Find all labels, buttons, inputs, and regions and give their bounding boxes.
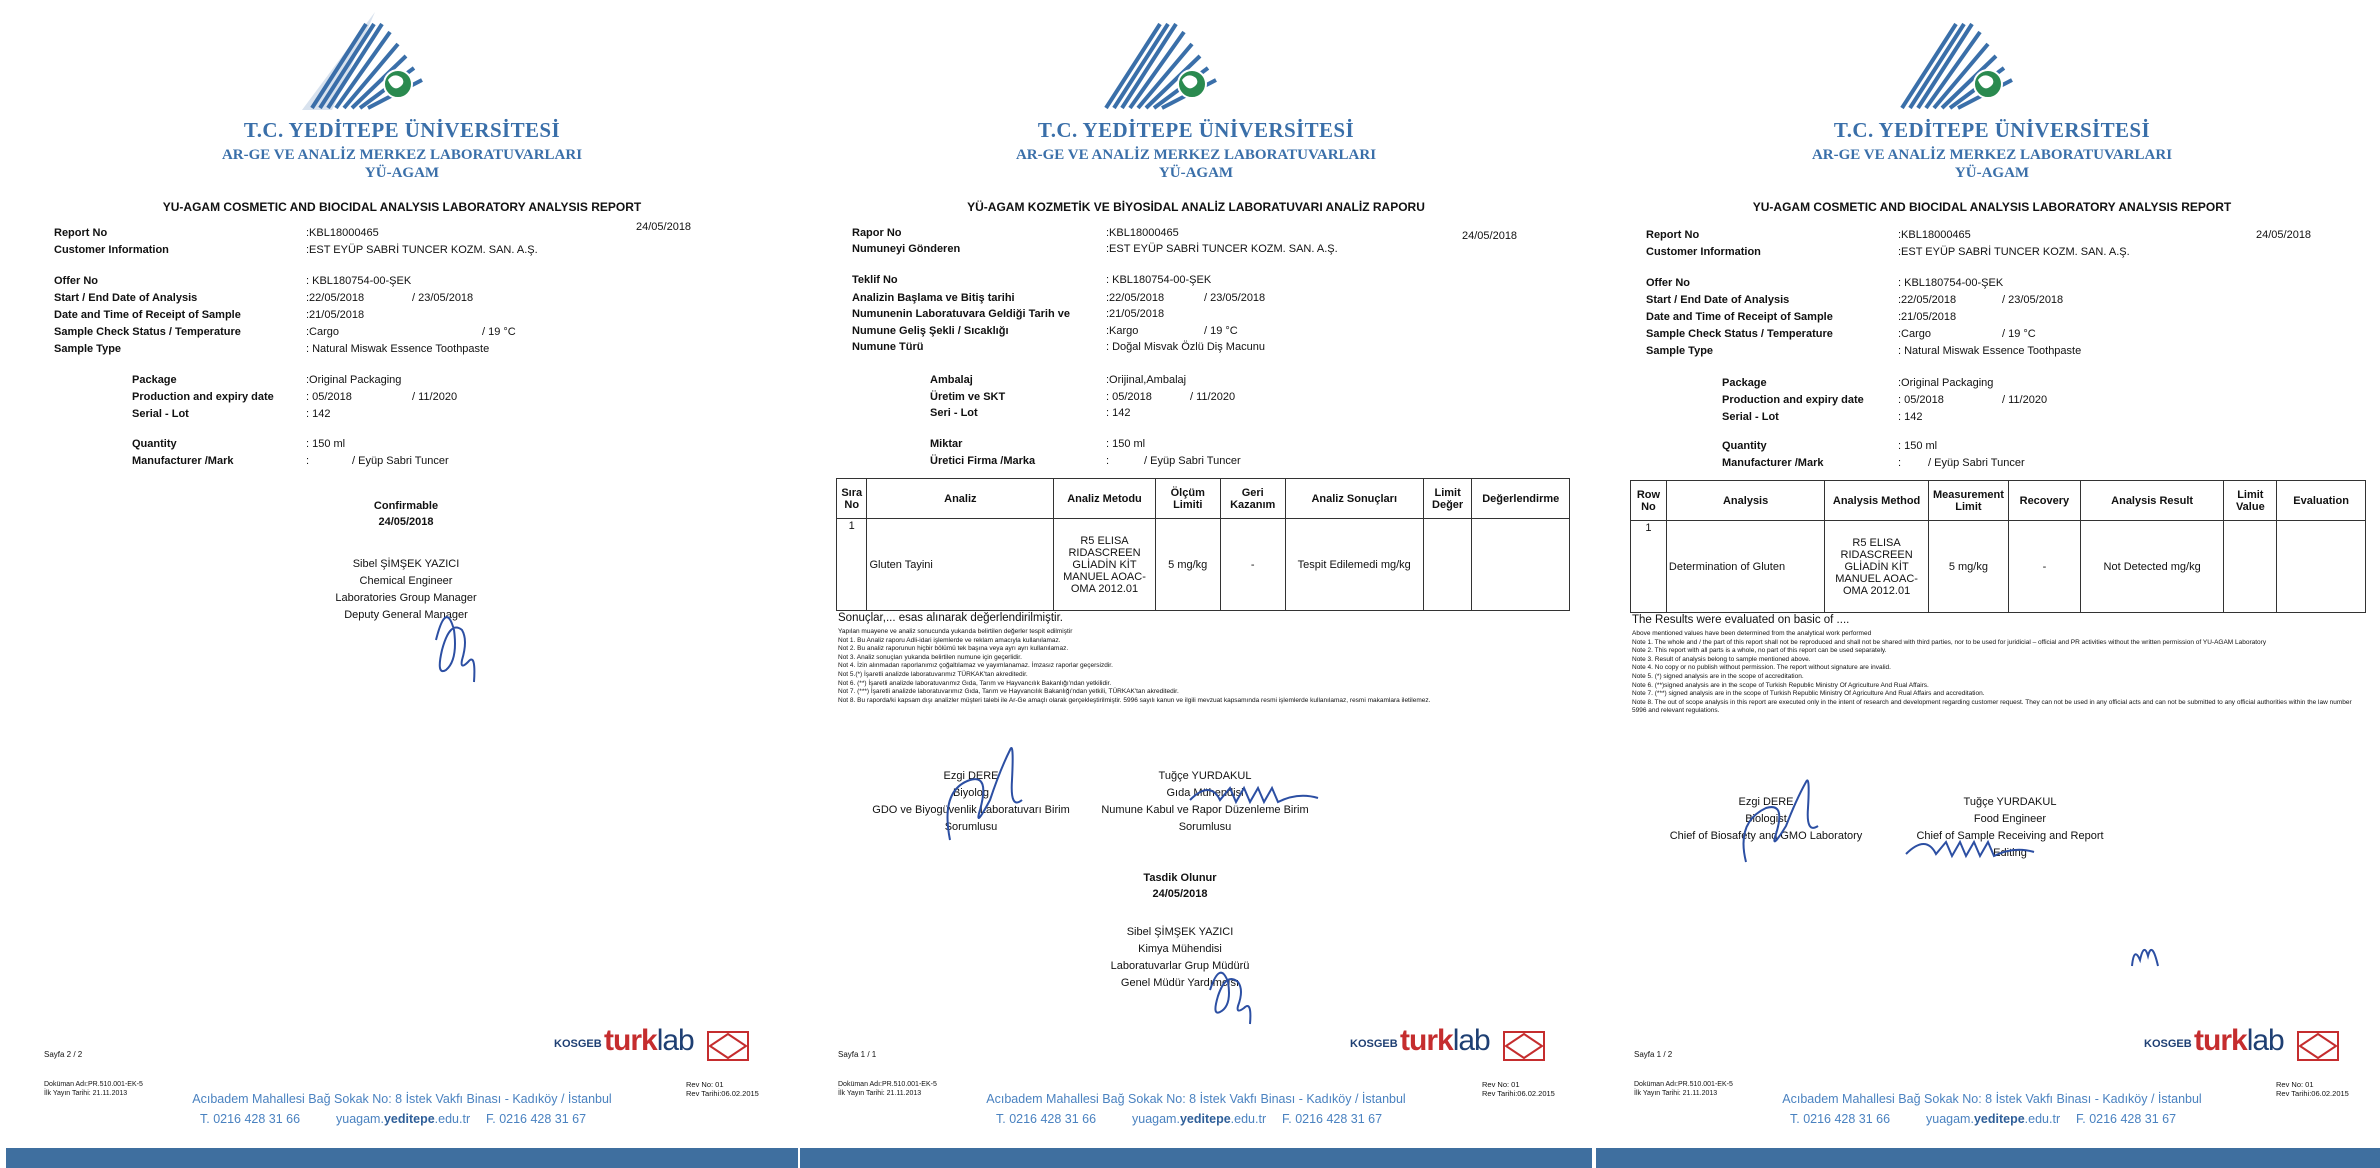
table-header-row (837, 479, 1570, 519)
page-number: Sayfa 1 / 1 (838, 1050, 877, 1059)
receipt-value: :21/05/2018 (1898, 311, 1957, 323)
note-line: Note 6. (**)signed analysis are in the scope of Turkish Republic Ministry Of Agriculture And Rual Affairs. (1632, 681, 1929, 689)
note-line: Not 1. Bu Analiz raporu Adli-idari işlemlerde ve reklam amacıyla kullanılamaz. (838, 636, 1061, 644)
signer-left-role: GDO ve Biyogüvenlik Laboratuvarı Birim (872, 804, 1070, 816)
table-header: Analysis Result (2080, 481, 2224, 521)
customer-value: :EST EYÜP SABRİ TUNCER KOZM. SAN. A.Ş. (1898, 246, 2130, 258)
report-no: :KBL18000465 (1106, 227, 1179, 239)
table-cell: 1 (837, 519, 867, 611)
footer-stripe (800, 1148, 1592, 1168)
doc-name: Doküman Adı:PR.510.001-EK-5 (1634, 1081, 1733, 1088)
signer-left-title: Biyolog (952, 787, 990, 799)
website-a: yuagam. (336, 1112, 384, 1126)
report-date: 24/05/2018 (636, 221, 692, 233)
center-name: AR-GE VE ANALİZ MERKEZ LABORATUVARLARI (1811, 147, 2173, 163)
report-no-label: Report No (1646, 229, 1700, 241)
signature-ezgi (920, 740, 1030, 860)
address: Acıbadem Mahallesi Bağ Sokak No: 8 İstek Vakfı Binası - Kadıköy / İstanbul (192, 1092, 612, 1106)
expiry-date: / 11/2020 (1190, 391, 1236, 403)
report-page-english-summary (6, 0, 798, 1168)
fax: F. 0216 428 31 67 (486, 1112, 587, 1126)
receipt-label: Numunenin Laboratuvara Geldiği Tarih ve (852, 308, 1071, 320)
notes-block (838, 628, 1430, 705)
website-b: yeditepe (383, 1112, 435, 1126)
confirmable-text: Confirmable (373, 500, 439, 512)
center-short: YÜ-AGAM (1158, 165, 1234, 181)
receipt-label: Date and Time of Receipt of Sample (1646, 311, 1833, 323)
serial-label: Seri - Lot (930, 407, 978, 419)
kosgeb-logo: KOSGEB (554, 1038, 602, 1050)
yeditepe-logo (1892, 12, 2038, 110)
note-line: Note 3. Result of analysis belong to sample mentioned above. (1632, 655, 1811, 663)
signer-right-role-2: Editing (1993, 847, 2027, 859)
website-c: .edu.tr (1230, 1112, 1267, 1126)
signer-title: Kimya Mühendisi (1138, 943, 1222, 955)
check-label: Numune Geliş Şekli / Sıcaklığı (852, 325, 1009, 337)
footer-stripe (6, 1148, 798, 1168)
check-label: Sample Check Status / Temperature (54, 326, 241, 338)
note-line: Note 8. The out of scope analysis in this report are executed only in the intent of research and development regarding customer request. They can not be used in any official acts and can not be submitted to any official authorities within the law number 5996 and relevant regulations. (1632, 698, 2352, 715)
report-no-label: Report No (54, 227, 108, 239)
rev-no: Rev No: 01 (2276, 1080, 2314, 1089)
sample-type-label: Numune Türü (852, 341, 924, 353)
signer-left-name: Ezgi DERE (943, 770, 999, 782)
note-line: Yapılan muayene ve analiz sonucunda yukarıda belirtilen değerler tespit edilmiştir (838, 628, 1073, 635)
customer-value: :EST EYÜP SABRİ TUNCER KOZM. SAN. A.Ş. (306, 244, 538, 256)
table-header: Recovery (2009, 481, 2081, 521)
table-header: Analiz Sonuçları (1285, 479, 1423, 519)
receipt-label: Date and Time of Receipt of Sample (54, 309, 241, 321)
signer-right-role-2: Sorumlusu (1178, 821, 1232, 833)
university-header (800, 118, 1592, 182)
table-cell: 1 (1631, 521, 1667, 613)
yeditepe-logo (1096, 12, 1242, 110)
note-line: Not 3. Analiz sonuçları yukarıda belirtilen numune için geçerlidir. (838, 653, 1022, 661)
receipt-value: :21/05/2018 (1106, 308, 1165, 320)
production-date: : 05/2018 (1106, 391, 1152, 403)
report-no: :KBL18000465 (306, 227, 379, 239)
signer-position: Deputy General Manager (344, 609, 468, 621)
website-b: yeditepe (1179, 1112, 1231, 1126)
note-line: Note 2. This report with all parts is a whole, no part of this report can be used separately. (1632, 647, 1887, 655)
temperature-value: / 19 °C (1204, 325, 1238, 337)
signer-left-role-2: Sorumlusu (944, 821, 998, 833)
offer-label: Offer No (1646, 277, 1690, 289)
table-header: Analiz Metodu (1054, 479, 1156, 519)
approval-text: Tasdik Olunur (1143, 872, 1217, 884)
turklab-logo (2194, 1024, 2284, 1058)
turklab-logo-b: lab (656, 1024, 694, 1057)
table-header: Row No (1631, 481, 1667, 521)
signer-left-name: Ezgi DERE (1738, 796, 1794, 808)
signature-tugce (1180, 770, 1320, 820)
package-value: :Orijinal,Ambalaj (1106, 374, 1187, 386)
approval-block (1080, 870, 1280, 902)
table-cell: Gluten Tayini (867, 519, 1054, 611)
note-line: Not 7. (***) İşaretli analizde laboratuvarımız Gıda, Tarım ve Hayvancılık Bakanlığı'ndan yetkili, TÜRKAK'tan akreditedir. (838, 688, 1179, 696)
start-date: :22/05/2018 (306, 292, 365, 304)
table-cell (1423, 519, 1472, 611)
sample-type-value: : Doğal Misvak Özlü Diş Macunu (1106, 341, 1265, 353)
production-label: Production and expiry date (132, 391, 274, 403)
package-label: Package (1722, 377, 1767, 389)
signature-initial (2126, 936, 2166, 972)
table-cell: - (1220, 519, 1285, 611)
table-cell (2277, 521, 2366, 613)
university-name: T.C. YEDİTEPE ÜNİVERSİTESİ (1037, 118, 1355, 142)
address: Acıbadem Mahallesi Bağ Sokak No: 8 İstek Vakfı Binası - Kadıköy / İstanbul (986, 1092, 1406, 1106)
rev-no: Rev No: 01 (1482, 1080, 1520, 1089)
table-row (837, 519, 1570, 611)
package-value: :Original Packaging (306, 374, 402, 386)
address: Acıbadem Mahallesi Bağ Sokak No: 8 İstek Vakfı Binası - Kadıköy / İstanbul (1782, 1092, 2202, 1106)
evaluated-text: The Results were evaluated on basic of .... (1632, 614, 1850, 626)
start-end-label: Start / End Date of Analysis (54, 292, 198, 304)
temperature-value: / 19 °C (482, 326, 516, 338)
signer-name: Sibel ŞİMŞEK YAZICI (352, 558, 460, 570)
table-header: Limit Değer (1423, 479, 1472, 519)
signer-right-name: Tuğçe YURDAKUL (1963, 796, 2057, 808)
table-header: Evaluation (2277, 481, 2366, 521)
end-date: / 23/05/2018 (2002, 294, 2064, 306)
serial-label: Serial - Lot (132, 408, 189, 420)
manufacturer-label: Manufacturer /Mark (1722, 457, 1824, 469)
turklab-logo-a: turk (1400, 1024, 1453, 1057)
website-b: yeditepe (1973, 1112, 2025, 1126)
expiry-date: / 11/2020 (2002, 394, 2048, 406)
fax: F. 0216 428 31 67 (2076, 1112, 2177, 1126)
tse-logo (2296, 1030, 2340, 1062)
start-end-label: Start / End Date of Analysis (1646, 294, 1790, 306)
manufacturer-separator: : (306, 455, 310, 467)
results-table (836, 478, 1570, 611)
turklab-logo-b: lab (1452, 1024, 1490, 1057)
approval-date: 24/05/2018 (1152, 888, 1208, 900)
phone: T. 0216 428 31 66 (996, 1112, 1097, 1126)
page-number: Sayfa 2 / 2 (44, 1050, 83, 1059)
table-header: Değerlendirme (1472, 479, 1570, 519)
signer-name: Sibel ŞİMŞEK YAZICI (1126, 926, 1234, 938)
signer-right-name: Tuğçe YURDAKUL (1158, 770, 1252, 782)
offer-value: : KBL180754-00-ŞEK (1106, 274, 1212, 286)
report-title: YÜ-AGAM KOZMETİK VE BİYOSİDAL ANALİZ LABORATUVARI ANALİZ RAPORU (967, 200, 1425, 214)
center-short: YÜ-AGAM (364, 165, 440, 181)
table-header: Analysis (1666, 481, 1824, 521)
sample-type-value: : Natural Miswak Essence Toothpaste (1898, 345, 2082, 357)
check-label: Sample Check Status / Temperature (1646, 328, 1833, 340)
table-cell: 5 mg/kg (1155, 519, 1220, 611)
package-label: Package (132, 374, 177, 386)
table-header: Ölçüm Limiti (1155, 479, 1220, 519)
turklab-logo-b: lab (2246, 1024, 2284, 1057)
first-publish-date: İlk Yayın Tarihi: 21.11.2013 (838, 1090, 922, 1097)
quantity-label: Quantity (1722, 440, 1767, 452)
report-title: YU-AGAM COSMETIC AND BIOCIDAL ANALYSIS LABORATORY ANALYSIS REPORT (1752, 200, 2232, 214)
offer-label: Teklif No (852, 274, 898, 286)
website (1132, 1112, 1266, 1126)
manufacturer-value: / Eyüp Sabri Tuncer (1144, 455, 1241, 467)
note-line: Not 8. Bu raporda/ki kapsam dışı analizler müşteri talebi ile Ar-Ge amaçlı olarak gerçekleştirilmiştir. 5996 sayılı kanun ve ilgili mevzuat kapsamında resmi işlemlerde kullanılamaz, resmi makamlara iletilemez. (838, 696, 1431, 704)
production-label: Production and expiry date (1722, 394, 1864, 406)
offer-value: : KBL180754-00-ŞEK (306, 275, 412, 287)
website-a: yuagam. (1926, 1112, 1974, 1126)
university-name: T.C. YEDİTEPE ÜNİVERSİTESİ (243, 118, 561, 142)
customer-label: Customer Information (1646, 246, 1761, 258)
table-header: Limit Value (2224, 481, 2277, 521)
confirmation-block (306, 498, 506, 530)
manufacturer-value: / Eyüp Sabri Tuncer (352, 455, 449, 467)
package-value: :Original Packaging (1898, 377, 1994, 389)
serial-value: : 142 (306, 408, 331, 420)
turklab-logo (1400, 1024, 1490, 1058)
table-cell: Not Detected mg/kg (2080, 521, 2224, 613)
end-date: / 23/05/2018 (1204, 292, 1266, 304)
table-cell (1472, 519, 1570, 611)
doc-name: Doküman Adı:PR.510.001-EK-5 (838, 1081, 937, 1088)
note-line: Not 2. Bu analiz raporunun hiçbir bölümü tek başına veya ayrı ayrı kullanılamaz. (838, 645, 1069, 653)
check-value: :Cargo (1898, 328, 1932, 340)
start-end-label: Analizin Başlama ve Bitiş tarihi (852, 292, 1015, 304)
signer-right-role: Numune Kabul ve Rapor Düzenleme Birim (1101, 804, 1309, 816)
report-page-turkish (800, 0, 1592, 1168)
signer-title: Chemical Engineer (359, 575, 453, 587)
quantity-value: : 150 ml (306, 438, 346, 450)
customer-value: :EST EYÜP SABRİ TUNCER KOZM. SAN. A.Ş. (1106, 243, 1338, 255)
table-cell: R5 ELISA RIDASCREEN GLİADİN KİT MANUEL AOAC-OMA 2012.01 (1825, 521, 1929, 613)
quantity-label: Miktar (930, 438, 963, 450)
expiry-date: / 11/2020 (412, 391, 458, 403)
start-date: :22/05/2018 (1898, 294, 1957, 306)
serial-value: : 142 (1106, 407, 1131, 419)
production-date: : 05/2018 (1898, 394, 1944, 406)
signer-role: Laboratuvarlar Grup Müdürü (1110, 960, 1250, 972)
table-header-row (1631, 481, 2366, 521)
manufacturer-label: Üretici Firma /Marka (930, 455, 1036, 467)
temperature-value: / 19 °C (2002, 328, 2036, 340)
table-cell: 5 mg/kg (1928, 521, 2008, 613)
note-line: Note 1. The whole and / the part of this report shall not be reproduced and shall not be shared with third parties, nor to be used for juridicial – official and PR activities without the written permission of YU-AGAM Laboratory (1632, 638, 2267, 646)
signature-sibel (1200, 950, 1270, 1030)
manufacturer-label: Manufacturer /Mark (132, 455, 234, 467)
phone: T. 0216 428 31 66 (1790, 1112, 1891, 1126)
signature-ezgi (1726, 766, 1836, 876)
offer-value: : KBL180754-00-ŞEK (1898, 277, 2004, 289)
start-date: :22/05/2018 (1106, 292, 1165, 304)
table-cell: Tespit Edilemedi mg/kg (1285, 519, 1423, 611)
signature-sibel (416, 580, 496, 690)
signature-tugce (1896, 820, 2036, 870)
website (336, 1112, 470, 1126)
offer-label: Offer No (54, 275, 98, 287)
check-value: :Kargo (1106, 325, 1139, 337)
sample-type-label: Sample Type (1646, 345, 1714, 357)
notes-block (1632, 630, 2352, 716)
report-no: :KBL18000465 (1898, 229, 1971, 241)
signer-right-title: Food Engineer (1973, 813, 2047, 825)
sample-type-value: : Natural Miswak Essence Toothpaste (306, 343, 490, 355)
table-row (1631, 521, 2366, 613)
report-no-label: Rapor No (852, 227, 902, 239)
serial-value: : 142 (1898, 411, 1923, 423)
first-publish-date: İlk Yayın Tarihi: 21.11.2013 (1634, 1090, 1718, 1097)
note-line: Note 7. (***) signed analysis are in the scope of Turkish Republic Ministry Of Agriculture And Rual Affairs and accreditation. (1632, 690, 1985, 698)
production-date: : 05/2018 (306, 391, 352, 403)
rev-date: Rev Tarihi:06.02.2015 (686, 1089, 759, 1098)
turklab-logo-a: turk (2194, 1024, 2247, 1057)
table-header: Analysis Method (1825, 481, 1929, 521)
center-name: AR-GE VE ANALİZ MERKEZ LABORATUVARLARI (221, 147, 583, 163)
note-line: Note 5. (*) signed analysis are in the scope of accreditation. (1632, 672, 1804, 680)
note-line: Not 5.(*) İşaretli analizde laboratuvarımız TÜRKAK'tan akreditedir. (838, 670, 1028, 678)
sample-type-label: Sample Type (54, 343, 122, 355)
yeditepe-logo (302, 12, 448, 110)
quantity-value: : 150 ml (1898, 440, 1938, 452)
doc-name: Doküman Adı:PR.510.001-EK-5 (44, 1081, 143, 1088)
rev-no: Rev No: 01 (686, 1080, 724, 1089)
report-date: 24/05/2018 (1462, 230, 1518, 242)
table-header: Measurement Limit (1928, 481, 2008, 521)
signer-position: Genel Müdür Yardımcısı (1120, 977, 1240, 989)
signer-role: Laboratories Group Manager (335, 592, 477, 604)
manufacturer-separator: : (1106, 455, 1110, 467)
table-header: Analiz (867, 479, 1054, 519)
evaluated-text: Sonuçlar,... esas alınarak değerlendirilmiştir. (838, 612, 1063, 624)
signer-right-role: Chief of Sample Receiving and Report (1916, 830, 2104, 842)
tse-logo (706, 1030, 750, 1062)
receipt-value: :21/05/2018 (306, 309, 365, 321)
table-header: Geri Kazanım (1220, 479, 1285, 519)
tse-logo (1502, 1030, 1546, 1062)
university-header (6, 118, 798, 182)
production-label: Üretim ve SKT (930, 391, 1006, 403)
table-cell (2224, 521, 2277, 613)
center-short: YÜ-AGAM (1954, 165, 2030, 181)
check-value: :Cargo (306, 326, 340, 338)
quantity-value: : 150 ml (1106, 438, 1146, 450)
website-a: yuagam. (1132, 1112, 1180, 1126)
table-header: Sıra No (837, 479, 867, 519)
fax: F. 0216 428 31 67 (1282, 1112, 1383, 1126)
report-page-english (1596, 0, 2380, 1168)
confirmation-date: 24/05/2018 (378, 516, 434, 528)
table-cell: R5 ELISA RIDASCREEN GLİADİN KİT MANUEL AOAC-OMA 2012.01 (1054, 519, 1156, 611)
table-cell: - (2009, 521, 2081, 613)
report-title: YU-AGAM COSMETIC AND BIOCIDAL ANALYSIS LABORATORY ANALYSIS REPORT (162, 200, 642, 214)
table-cell: Determination of Gluten (1666, 521, 1824, 613)
turklab-logo-a: turk (604, 1024, 657, 1057)
quantity-label: Quantity (132, 438, 177, 450)
customer-label: Customer Information (54, 244, 169, 256)
phone: T. 0216 428 31 66 (200, 1112, 301, 1126)
note-line: Above mentioned values have been determined from the analytical work performed (1632, 630, 1872, 637)
signer-left-role: Chief of Biosafety and GMO Laboratory (1669, 830, 1863, 842)
manufacturer-separator: : (1898, 457, 1902, 469)
website-c: .edu.tr (2024, 1112, 2061, 1126)
package-label: Ambalaj (930, 374, 973, 386)
note-line: Not 6. (**) İşaretli analizde laboratuvarımız Gıda, Tarım ve Hayvancılık Bakanlığı'ndan yetkilidir. (838, 679, 1112, 687)
center-name: AR-GE VE ANALİZ MERKEZ LABORATUVARLARI (1015, 147, 1377, 163)
footer-stripe (1596, 1148, 2380, 1168)
first-publish-date: İlk Yayın Tarihi: 21.11.2013 (44, 1090, 128, 1097)
end-date: / 23/05/2018 (412, 292, 474, 304)
website (1926, 1112, 2060, 1126)
signer-right-title: Gıda Mühendisi (1166, 787, 1244, 799)
signer-left-title: Biologist (1745, 813, 1787, 825)
rev-date: Rev Tarihi:06.02.2015 (1482, 1089, 1555, 1098)
manufacturer-value: / Eyüp Sabri Tuncer (1928, 457, 2025, 469)
turklab-logo (604, 1024, 694, 1058)
customer-label: Numuneyi Gönderen (852, 243, 961, 255)
note-line: Not 4. İzin alınmadan raporlanımız çoğaltılamaz ve yayımlanamaz. İmzasız raporlar geçersizdir. (838, 662, 1113, 670)
results-table (1630, 480, 2366, 613)
note-line: Note 4. No copy or no publish without permission. The report without signature are invalid. (1632, 664, 1891, 672)
rev-date: Rev Tarihi:06.02.2015 (2276, 1089, 2349, 1098)
kosgeb-logo: KOSGEB (1350, 1038, 1398, 1050)
university-name: T.C. YEDİTEPE ÜNİVERSİTESİ (1833, 118, 2151, 142)
university-header (1596, 118, 2380, 182)
serial-label: Serial - Lot (1722, 411, 1779, 423)
kosgeb-logo: KOSGEB (2144, 1038, 2192, 1050)
page-number: Sayfa 1 / 2 (1634, 1050, 1673, 1059)
report-date: 24/05/2018 (2256, 229, 2312, 241)
website-c: .edu.tr (434, 1112, 471, 1126)
